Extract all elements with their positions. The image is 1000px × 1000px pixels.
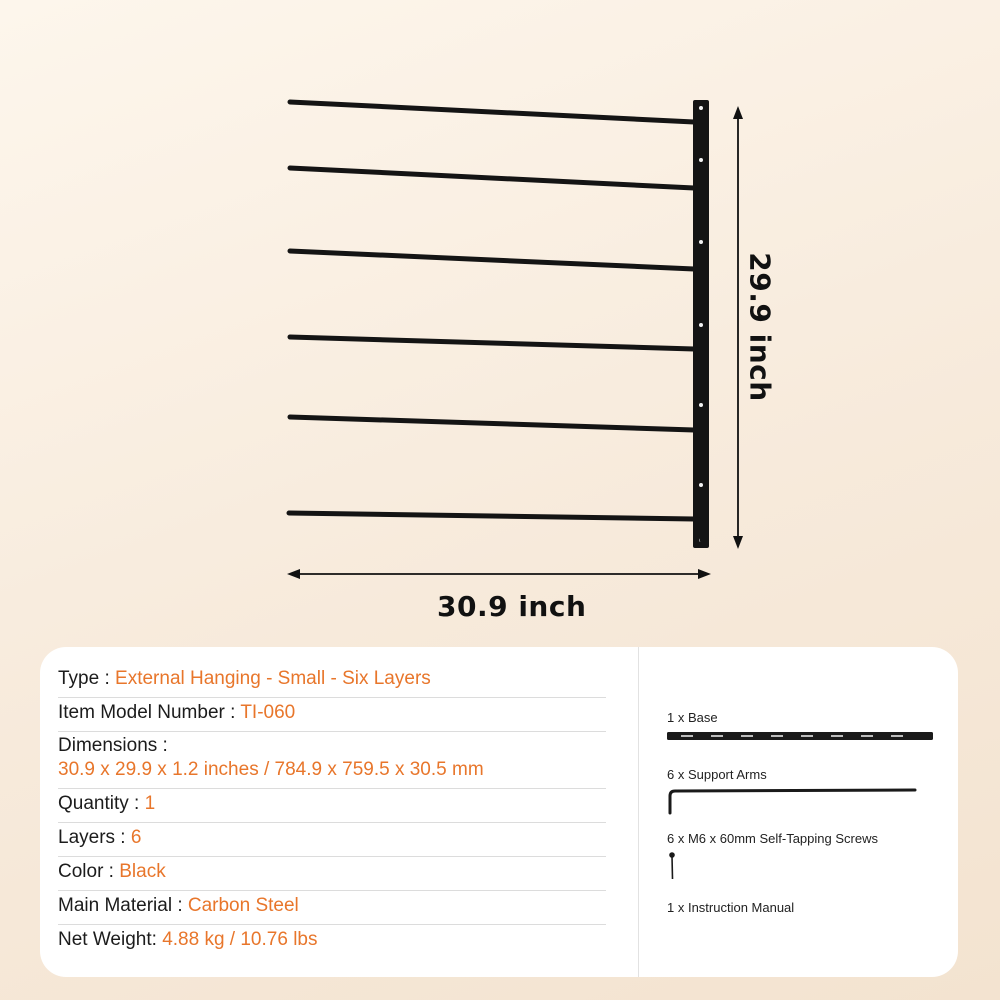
support-arm-icon <box>667 787 917 817</box>
spec-label: Color : <box>58 861 120 882</box>
package-contents <box>667 647 947 977</box>
spec-value: Carbon Steel <box>187 895 299 916</box>
screw-icon <box>667 851 679 881</box>
spec-row-type <box>58 664 606 698</box>
spec-label: Net Weight: <box>58 929 163 950</box>
spec-label: Dimensions : <box>58 735 168 756</box>
spec-value: 4.88 kg / 10.76 lbs <box>162 929 318 950</box>
width-dimension-label: 30.9 inch <box>437 590 587 623</box>
spec-row-color <box>58 857 606 891</box>
spec-row-dimensions <box>58 732 606 789</box>
spec-row-model-number <box>58 698 606 732</box>
support-arm-5 <box>290 417 702 454</box>
spec-label: Type : <box>58 668 116 689</box>
spec-row-material <box>58 891 606 925</box>
column-divider <box>638 647 639 977</box>
support-arm-6 <box>289 513 702 540</box>
spec-list <box>58 664 606 958</box>
package-item-screws: 6 x M6 x 60mm Self-Tapping Screws <box>667 831 878 846</box>
spec-label: Item Model Number : <box>58 702 241 723</box>
spec-label: Main Material : <box>58 895 188 916</box>
support-arm-1 <box>290 102 702 146</box>
spec-value: 6 <box>130 827 142 848</box>
support-arm-3 <box>290 251 702 293</box>
spec-row-layers <box>58 823 606 857</box>
spec-label: Quantity : <box>58 793 145 814</box>
height-dimension-label: 29.9 inch <box>743 252 777 402</box>
spec-value: 1 <box>144 793 156 814</box>
package-item-support-arms: 6 x Support Arms <box>667 767 767 782</box>
spec-label: Layers : <box>58 827 131 848</box>
spec-row-net-weight <box>58 925 606 958</box>
spec-row-quantity <box>58 789 606 823</box>
height-dimension-arrow <box>733 106 743 549</box>
specification-card <box>40 647 958 977</box>
spec-value: Black <box>119 861 166 882</box>
support-arm-2 <box>290 168 702 212</box>
width-dimension-arrow <box>287 569 711 579</box>
support-arm-4 <box>290 337 702 373</box>
package-item-base: 1 x Base <box>667 710 718 725</box>
wall-rack <box>289 100 709 548</box>
spec-value: 30.9 x 29.9 x 1.2 inches / 784.9 x 759.5 x 30.5 mm <box>58 759 484 780</box>
spec-value: External Hanging - Small - Six Layers <box>115 668 431 689</box>
spec-value: TI-060 <box>240 702 296 723</box>
package-item-manual: 1 x Instruction Manual <box>667 900 795 915</box>
base-rail-icon <box>667 730 933 742</box>
